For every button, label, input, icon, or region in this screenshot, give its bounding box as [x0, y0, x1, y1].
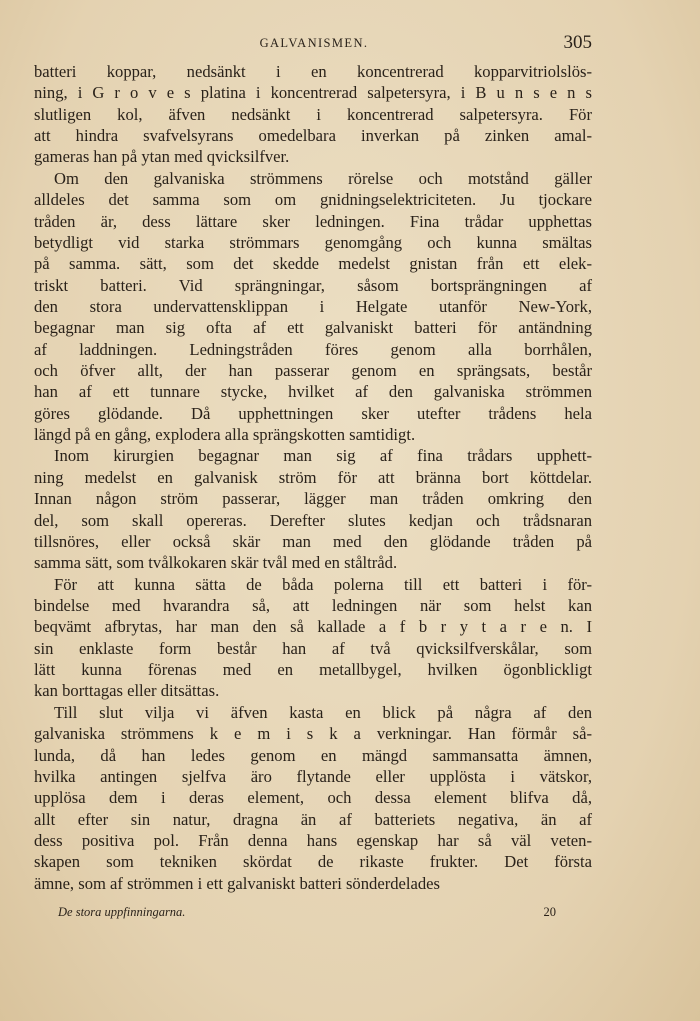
text-line: betydligt vid starka strömmars genomgång och kunna smältas: [34, 232, 592, 252]
text-line: Till slut vilja vi äfven kasta en blick på några af den: [54, 702, 592, 722]
text-line: alldeles det samma som om gnidningselektriciteten. Ju tjockare: [34, 190, 592, 210]
text-line: Innan någon ström passerar, lägger man tråden omkring den: [34, 489, 592, 509]
text-line: Inom kirurgien begagnar man sig af fina trådars upphett-: [54, 446, 592, 466]
text-line: upplösa dem i deras element, och dessa element blifva då,: [34, 788, 592, 808]
running-header: [36, 34, 592, 56]
text-line: För att kunna sätta de båda polerna till ett batteri i för-: [54, 574, 592, 594]
text-line: kan borttagas eller ditsättas.: [34, 681, 220, 701]
text-line: begagnar man sig ofta af ett galvaniskt batteri för antändning: [34, 318, 592, 338]
text-line: dess positiva pol. Från denna hans egenskap har så väl veten-: [34, 830, 592, 850]
text-line: bindelse med hvarandra så, att ledningen när som helst kan: [34, 595, 592, 615]
text-line: att hindra svafvelsyrans omedelbara inverkan på zinken amal-: [34, 126, 592, 146]
text-line: lunda, då han ledes genom en mängd sammansatta ämnen,: [34, 745, 592, 765]
text-line: och öfver allt, der han passerar genom en sprängsats, består: [34, 361, 592, 381]
text-line: del, som skall opereras. Derefter slutes kedjan och trådsnaran: [34, 510, 592, 530]
page-number: 305: [563, 32, 592, 53]
text-line: sin enklaste form består han af två qvicksilfverskålar, som: [34, 638, 592, 658]
body-text: [34, 61, 592, 894]
text-line: göres glödande. Då upphettningen sker utefter trådens hela: [34, 403, 592, 423]
text-line: batteri koppar, nedsänkt i en koncentrerad kopparvitriolslös-: [34, 62, 592, 81]
text-line: triskt batteri. Vid sprängningar, såsom bortsprängningen af: [34, 275, 592, 295]
running-title: GALVANISMEN.: [259, 36, 369, 50]
text-line: slutligen kol, äfven nedsänkt i koncentrerad salpetersyra. För: [34, 104, 592, 124]
text-line: tillsnöres, eller också skär man med den glödande tråden på: [34, 531, 592, 551]
text-line: lätt kunna förenas med en metallbygel, hvilken ögonblickligt: [34, 660, 592, 680]
text-line: ning medelst en galvanisk ström för att bränna bort köttdelar.: [34, 467, 592, 487]
text-line: den stora undervattensklippan i Helgate utanför New-York,: [34, 296, 592, 316]
text-line: ämne, som af strömmen i ett galvaniskt batteri sönderdelades: [34, 873, 440, 893]
text-line: han af ett tunnare stycke, hvilket af den galvaniska strömmen: [34, 382, 592, 402]
text-line: beqvämt afbrytas, har man den så kallade a f b r y t a r e n. I: [34, 617, 592, 637]
text-line: Om den galvaniska strömmens rörelse och motstånd gäller: [54, 168, 592, 188]
text-line: ning, i G r o v e s platina i koncentrerad salpetersyra, i B u n s e n s: [34, 83, 592, 103]
text-line: skapen som tekniken skördat de rikaste frukter. Det första: [34, 852, 592, 872]
text-line: längd på en gång, explodera alla sprängskotten samtidigt.: [34, 425, 416, 445]
text-line: galvaniska strömmens k e m i s k a verkningar. Han förmår så-: [34, 724, 592, 744]
page-footer: [58, 905, 556, 925]
text-line: tråden är, dess lättare sker ledningen. Fina trådar upphettas: [34, 211, 592, 231]
signature-mark: 20: [543, 905, 556, 919]
footer-book-title: De stora uppfinningarna.: [58, 905, 186, 919]
text-line: af laddningen. Ledningstråden föres genom alla borrhålen,: [34, 339, 592, 359]
text-line: på samma. sätt, som det skedde medelst gnistan från ett elek-: [34, 254, 592, 274]
text-line: gameras han på ytan med qvicksilfver.: [34, 147, 290, 167]
text-line: hvilka antingen sjelfva äro flytande eller upplösta i vätskor,: [34, 766, 592, 786]
text-line: samma sätt, som tvålkokaren skär tvål med en ståltråd.: [34, 553, 398, 573]
text-line: allt efter sin natur, dragna än af batteriets negativa, än af: [34, 809, 592, 829]
